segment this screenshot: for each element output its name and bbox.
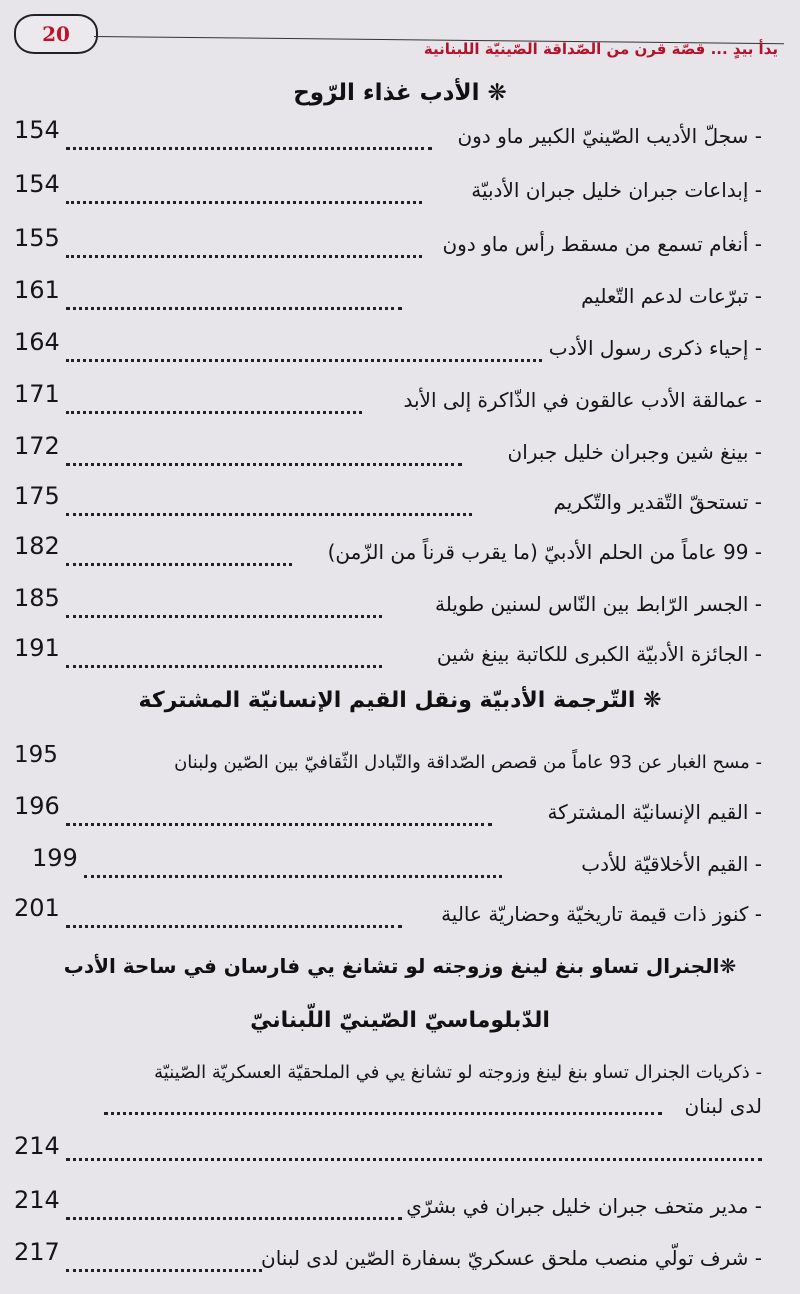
leader-dots bbox=[104, 1112, 662, 1115]
section-heading-general-line1: ❋الجنرال تساو بنغ لينغ وزوجته لو تشانغ يي فارسان في ساحة الأدب bbox=[63, 954, 737, 978]
toc-entry-title: - الجسر الرّابط بين النّاس لسنين طويلة bbox=[434, 592, 762, 616]
toc-page-number: 155 bbox=[14, 224, 60, 252]
toc-entry-title: - أنغام تسمع من مسقط رأس ماو دون bbox=[442, 232, 762, 256]
toc-entry[interactable] bbox=[14, 276, 762, 316]
toc-entry-title: - إبداعات جبران خليل جبران الأدبيّة bbox=[471, 178, 762, 202]
toc-entry-title: - تبرّعات لدعم التّعليم bbox=[581, 284, 762, 308]
toc-page-number: 217 bbox=[14, 1238, 60, 1266]
toc-page-number: 172 bbox=[14, 432, 60, 460]
toc-entry-title: - شرف تولّي منصب ملحق عسكريّ بسفارة الصّين لدى لبنان bbox=[261, 1246, 762, 1270]
toc-page-number: 214 bbox=[14, 1186, 60, 1214]
section-heading-general-line2: الدّبلوماسيّ الصّينيّ اللّبنانيّ bbox=[250, 1008, 550, 1033]
toc-entry[interactable] bbox=[14, 224, 762, 264]
toc-page-number: 154 bbox=[14, 116, 60, 144]
leader-dots bbox=[66, 255, 422, 258]
leader-dots bbox=[66, 513, 472, 516]
toc-entry[interactable] bbox=[14, 1094, 762, 1172]
toc-page-number: 201 bbox=[14, 894, 60, 922]
toc-entry-title: - القيم الأخلاقيّة للأدب bbox=[581, 852, 762, 876]
leader-dots bbox=[66, 563, 292, 566]
leader-dots bbox=[66, 925, 402, 928]
running-title: يدأ بيدٍ ... قصّة قرن من الصّداقة الصّينيّة اللبنانية bbox=[423, 40, 778, 58]
toc-entry-title: - إحياء ذكرى رسول الأدب bbox=[548, 336, 762, 360]
toc-page-number: 199 bbox=[32, 844, 78, 872]
toc-entry[interactable] bbox=[14, 634, 762, 674]
toc-page-number: 214 bbox=[14, 1132, 60, 1160]
leader-dots bbox=[66, 307, 402, 310]
toc-page-number: 182 bbox=[14, 532, 60, 560]
toc-page-number: 164 bbox=[14, 328, 60, 356]
toc-entry[interactable] bbox=[14, 432, 762, 472]
toc-entry-title: - تستحقّ التّقدير والتّكريم bbox=[553, 490, 762, 514]
page-number-badge bbox=[14, 14, 98, 54]
toc-entry[interactable] bbox=[14, 532, 762, 572]
leader-dots bbox=[66, 665, 382, 668]
leader-dots bbox=[66, 147, 432, 150]
toc-page-number: 191 bbox=[14, 634, 60, 662]
toc-entry-title: - بينغ شين وجبران خليل جبران bbox=[507, 440, 762, 464]
toc-entry[interactable] bbox=[14, 482, 762, 522]
toc-entry-title: - سجلّ الأديب الصّينيّ الكبير ماو دون bbox=[457, 124, 762, 148]
leader-dots bbox=[66, 359, 542, 362]
toc-entry[interactable] bbox=[14, 328, 762, 368]
toc-page-number: 171 bbox=[14, 380, 60, 408]
toc-entry-title: - القيم الإنسانيّة المشتركة bbox=[547, 800, 762, 824]
toc-page-number: 195 bbox=[14, 742, 58, 768]
toc-entry[interactable] bbox=[14, 584, 762, 624]
toc-entry[interactable] bbox=[14, 1186, 762, 1226]
toc-page-number: 196 bbox=[14, 792, 60, 820]
toc-entry[interactable] bbox=[14, 1238, 762, 1278]
toc-entry-title-line2: لدى لبنان bbox=[684, 1094, 762, 1118]
leader-dots bbox=[66, 201, 422, 204]
section-heading-literature: ❋ الأدب غذاء الرّوح bbox=[293, 80, 507, 106]
leader-dots bbox=[66, 1158, 762, 1161]
toc-entry-title: - مدير متحف جبران خليل جبران في بشرّي bbox=[406, 1194, 762, 1218]
toc-page-number: 161 bbox=[14, 276, 60, 304]
leader-dots bbox=[66, 463, 462, 466]
toc-entry[interactable] bbox=[14, 792, 762, 832]
page-number: 20 bbox=[42, 22, 70, 46]
leader-dots bbox=[66, 1217, 402, 1220]
leader-dots bbox=[66, 1269, 262, 1272]
toc-page-number: 154 bbox=[14, 170, 60, 198]
toc-entry-title: - الجائزة الأدبيّة الكبرى للكاتبة بينغ شين bbox=[436, 642, 762, 666]
toc-entry[interactable] bbox=[14, 894, 762, 934]
toc-page-number: 185 bbox=[14, 584, 60, 612]
leader-dots bbox=[84, 875, 502, 878]
leader-dots bbox=[66, 411, 362, 414]
section-heading-translation: ❋ التّرجمة الأدبيّة ونقل القيم الإنسانيّة المشتركة bbox=[138, 688, 662, 713]
toc-entry[interactable] bbox=[14, 742, 762, 782]
toc-entry[interactable] bbox=[14, 170, 762, 210]
toc-entry-title: - 99 عاماً من الحلم الأدبيّ (ما يقرب قرناً من الزّمن) bbox=[327, 540, 762, 564]
page-header bbox=[0, 0, 800, 80]
leader-dots bbox=[66, 823, 492, 826]
toc-entry[interactable] bbox=[14, 380, 762, 420]
toc-entry-title: - كنوز ذات قيمة تاريخيّة وحضاريّة عالية bbox=[441, 902, 762, 926]
leader-dots bbox=[66, 615, 382, 618]
toc-entry[interactable] bbox=[14, 116, 762, 156]
toc-entry-title: - عمالقة الأدب عالقون في الذّاكرة إلى الأبد bbox=[403, 388, 762, 412]
toc-entry[interactable] bbox=[14, 844, 762, 884]
toc-entry-title-line1: - ذكريات الجنرال تساو بنغ لينغ وزوجته لو تشانغ يي في الملحقيّة العسكريّة الصّينيّة bbox=[154, 1062, 762, 1083]
toc-page-number: 175 bbox=[14, 482, 60, 510]
toc-entry-title: - مسح الغبار عن 93 عاماً من قصص الصّداقة والتّبادل الثّقافيّ بين الصّين ولبنان bbox=[174, 752, 762, 773]
